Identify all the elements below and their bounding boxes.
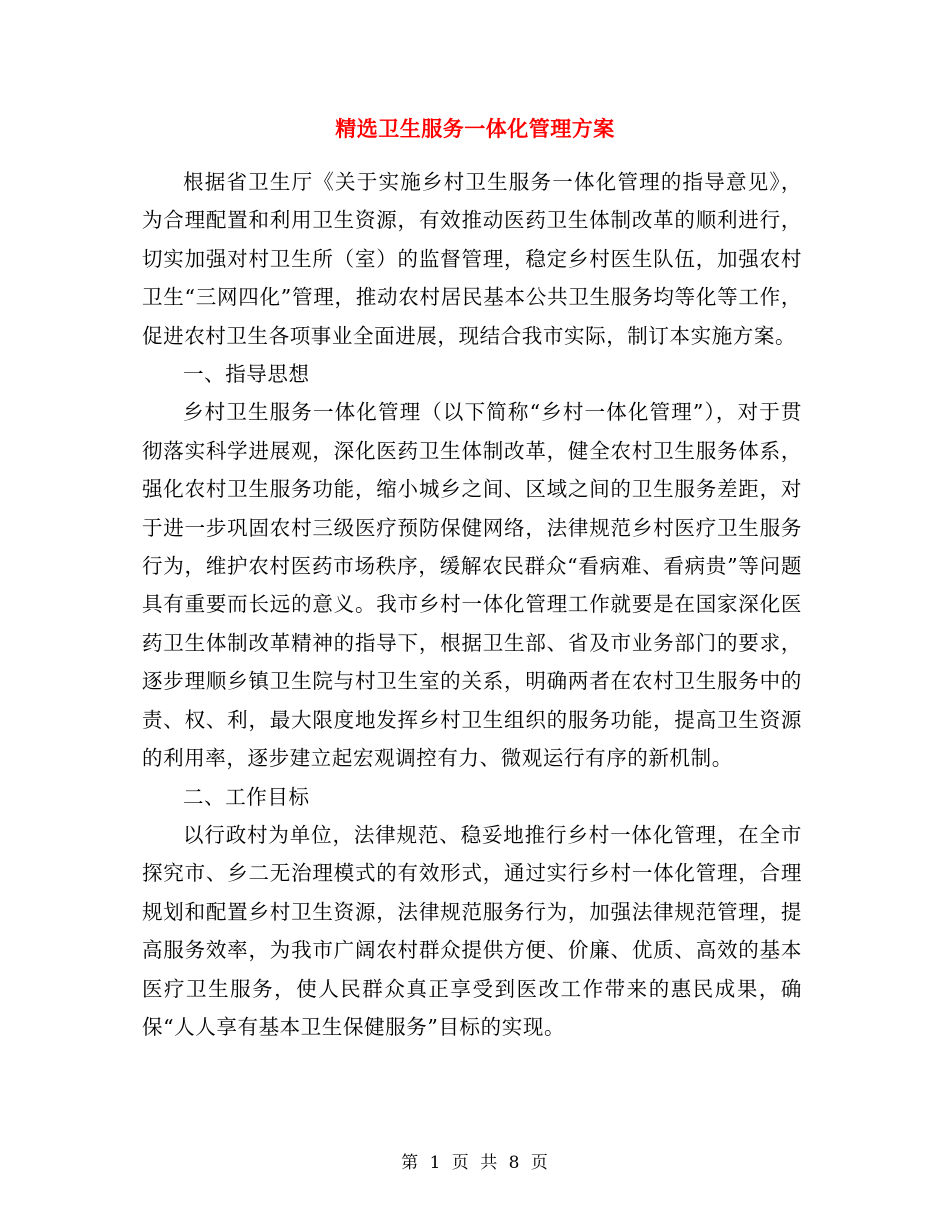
work-goals-paragraph: 以行政村为单位，法律规范、稳妥地推行乡村一体化管理，在全市探究市、乡二无治理模式的有效形式，通过实行乡村一体化管理，合理规划和配置乡村卫生资源，法律规范服务行为，加强法律规范管理，提高服务效率，为我市广阔农村群众提供方便、价廉、优质、高效的基本医疗卫生服务，使人民群众真正享受到医改工作带来的惠民成果，确保“人人享有基本卫生保健服务”目标的实现。 [142,822,802,1039]
intro-paragraph: 根据省卫生厅《关于实施乡村卫生服务一体化管理的指导意见》，为合理配置和利用卫生资源，有效推动医药卫生体制改革的顺利进行，切实加强对村卫生所（室）的监督管理，稳定乡村医生队伍，加强农村卫生“三网四化”管理，推动农村居民基本公共卫生服务均等化等工作，促进农村卫生各项事业全面进展，现结合我市实际，制订本实施方案。 [142,170,802,348]
section-heading-work-goals: 二、工作目标 [183,784,310,809]
section-heading-guiding-ideology: 一、指导思想 [183,362,310,387]
document-body [142,163,802,1046]
guiding-ideology-paragraph: 乡村卫生服务一体化管理（以下简称“乡村一体化管理”），对于贯彻落实科学进展观，深化医药卫生体制改革，健全农村卫生服务体系，强化农村卫生服务功能，缩小城乡之间、区域之间的卫生服务差距，对于进一步巩固农村三级医疗预防保健网络，法律规范乡村医疗卫生服务行为，维护农村医药市场秩序，缓解农民群众“看病难、看病贵”等问题具有重要而长远的意义。我市乡村一体化管理工作就要是在国家深化医药卫生体制改革精神的指导下，根据卫生部、省及市业务部门的要求，逐步理顺乡镇卫生院与村卫生室的关系，明确两者在农村卫生服务中的责、权、利，最大限度地发挥乡村卫生组织的服务功能，提高卫生资源的利用率，逐步建立起宏观调控有力、微观运行有序的新机制。 [142,400,802,771]
document-title: 精选卫生服务一体化管理方案 [335,116,615,141]
page-number-footer: 第 1 页 共 8 页 [401,1153,549,1173]
